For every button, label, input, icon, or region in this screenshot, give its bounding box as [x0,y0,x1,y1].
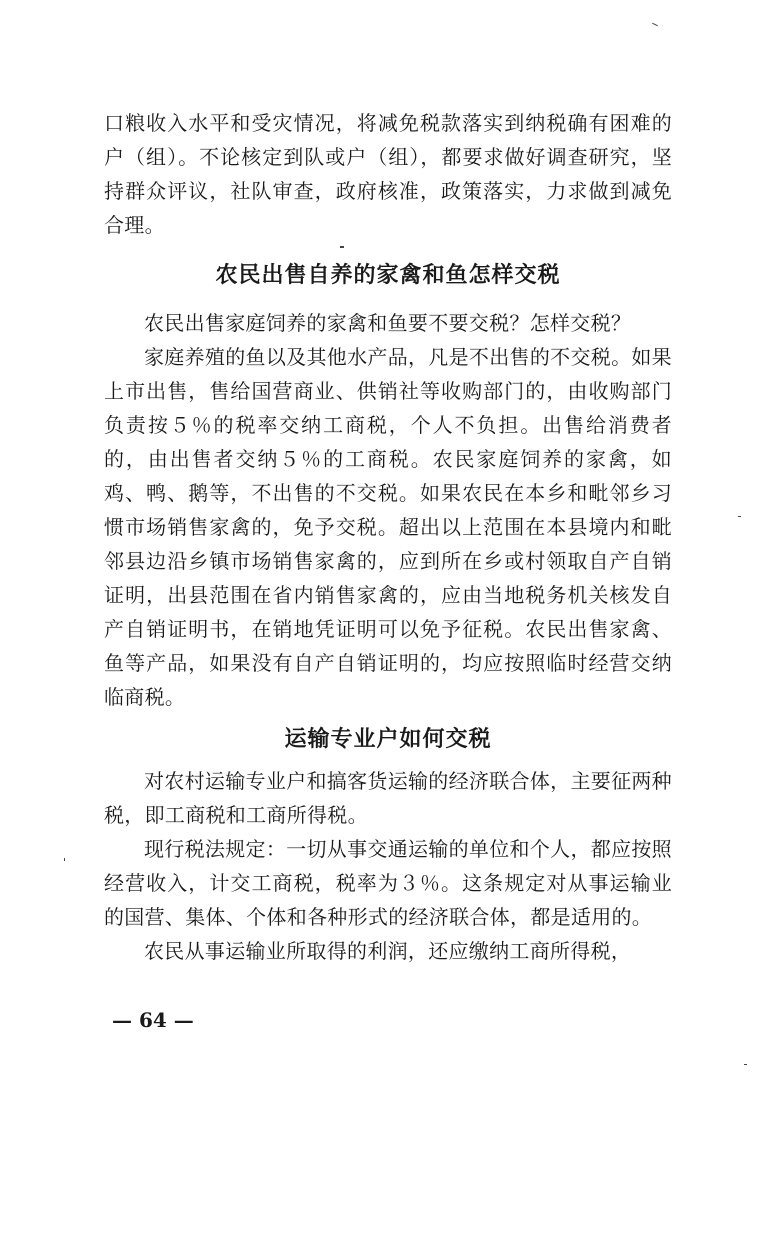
intro-paragraph-block [104,106,672,242]
scan-speck [738,516,741,517]
section1-heading: 农民出售自养的家禽和鱼怎样交税 [215,262,561,288]
section2-paragraph-1: 对农村运输专业户和搞客货运输的经济联合体，主要征两种税，即工商税和工商所得税。 [104,769,672,827]
section2-paragraph-3: 农民从事运输业所取得的利润，还应缴纳工商所得税， [144,939,632,963]
section1-paragraph-2: 家庭养殖的鱼以及其他水产品，凡是不出售的不交税。如果上市出售，售给国营商业、供销社等收购部门的，由收购部门负责按５％的税率交纳工商税，个人不负担。出售给消费者的，由出售者交纳５％的工商税。农民家庭饲养的家禽，如鸡、鸭、鹅等，不出售的不交税。如果农民在本乡和毗邻乡习惯市场销售家禽的，免予交税。超出以上范围在本县境内和毗邻县边沿乡镇市场销售家禽的，应到所在乡或村领取自产自销证明，出县范围在省内销售家禽的，应由当地税务机关核发自产自销证明书，在销地凭证明可以免予征税。农民出售家禽、鱼等产品，如果没有自产自销证明的，均应按照临时经营交纳临商税。 [104,345,672,709]
page-number: — 64 — [112,1008,194,1032]
section2-heading: 运输专业户如何交税 [284,726,492,752]
section1-body [104,306,672,714]
section2-paragraph-2: 现行税法规定：一切从事交通运输的单位和个人，都应按照经营收入，计交工商税，税率为３％。这条规定对从事运输业的国营、集体、个体和各种形式的经济联合体，都是适用的。 [104,837,672,929]
section2-body [104,764,672,968]
section1-paragraph-1: 农民出售家庭饲养的家禽和鱼要不要交税？怎样交税？ [144,311,632,335]
scan-speck [340,246,344,248]
intro-paragraph: 口粮收入水平和受灾情况，将减免税款落实到纳税确有困难的户（组）。不论核定到队或户（组），都要求做好调查研究，坚持群众评议，社队审查，政府核准，政策落实，力求做到减免合理。 [104,111,672,237]
scan-speck [64,858,65,861]
scan-speck [652,23,658,26]
scan-speck [744,1064,747,1065]
